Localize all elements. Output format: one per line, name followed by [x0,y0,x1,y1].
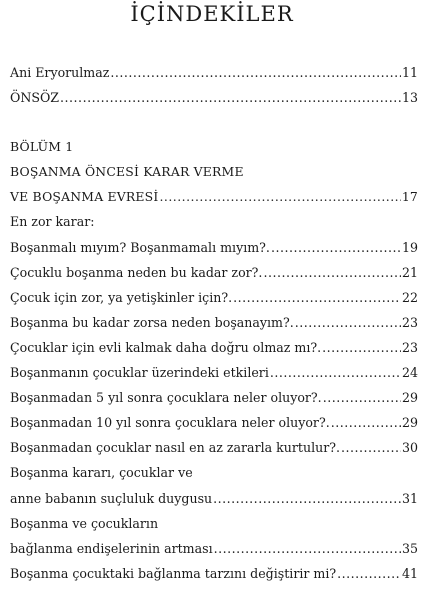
dot-leader [323,385,401,410]
page-title: İÇİNDEKİLER [130,2,294,26]
toc-entry-label: Boşanma çocuktaki bağlanma tarzını değiştirir mi? [10,565,337,581]
toc-entry-page: 30 [401,440,418,456]
toc-entry-page: 24 [401,365,418,381]
toc-entry [10,335,418,360]
toc-entry-label: anne babanın suçluluk duygusu [10,490,213,506]
toc-entry-label: Boşanmalı mıyım? Boşanmamalı mıyım?. [10,239,270,255]
toc-entry-label: Çocuklu boşanma neden bu kadar zor?. [10,264,263,280]
toc-entry-label: ÖNSÖZ [10,90,60,106]
dot-leader [271,235,401,260]
toc-entry-page: 17 [401,189,418,205]
toc-entry-label: Çocuklar için evli kalmak daha doğru olmaz mı?. [10,339,322,355]
toc-entry [10,486,418,511]
chapter-title-line: BOŞANMA ÖNCESİ KARAR VERME [10,164,244,180]
toc-entry-prefix: Boşanma ve çocukların [10,515,159,531]
dot-leader [110,60,401,85]
dot-leader [331,410,401,435]
dot-leader [214,536,401,561]
toc-entry [10,385,418,410]
toc-entry-label: Ani Eryorulmaz [10,65,110,80]
dot-leader [270,360,401,385]
toc-entry-page: 23 [401,314,418,330]
toc-entry-label: Boşanmadan 10 yıl sonra çocuklara neler oluyor?. [10,415,330,431]
toc-entry-prefix: En zor karar: [10,214,95,230]
toc-entry [10,235,418,260]
toc-entry-label: bağlanma endişelerinin artması [10,540,213,556]
toc-entry [10,536,418,561]
dot-leader [322,335,401,360]
toc-entry-page: 22 [401,289,418,305]
toc-entry [10,285,418,310]
chapter-entry [10,184,418,209]
toc-entry-label: Boşanmanın çocuklar üzerindeki etkileri [10,365,269,381]
toc-entry [10,360,418,385]
dot-leader [60,85,401,110]
toc-entry-prefix: Boşanma kararı, çocuklar ve [10,465,193,481]
dot-leader [213,486,401,511]
chapter-title-line: VE BOŞANMA EVRESİ [10,189,159,205]
spacer [10,110,418,134]
toc-entry-label: Boşanmadan 5 yıl sonra çocuklara neler oluyor?. [10,390,322,406]
chapter-heading: BÖLÜM 1 [10,139,74,155]
dot-leader [233,285,401,310]
toc-entry-page: 23 [401,339,418,355]
toc-entry-page: 19 [401,239,418,255]
toc-entry [10,60,418,85]
dot-leader [295,310,401,335]
toc-entry [10,410,418,435]
toc-entry-page: 41 [401,565,418,581]
toc-entry [10,310,418,335]
toc-entry-label: Boşanma bu kadar zorsa neden boşanayım?. [10,314,294,330]
dot-leader [341,435,401,460]
toc-entry-label: Çocuk için zor, ya yetişkinler için?. [10,289,233,305]
toc-entry-page: 11 [401,65,418,80]
toc-entry [10,85,418,110]
toc-entry-page: 13 [401,90,418,106]
toc-entry-page: 29 [401,390,418,406]
toc-entry-page: 21 [401,264,418,280]
dot-leader [337,561,401,586]
dot-leader [263,260,401,285]
toc-entry [10,561,418,586]
toc-entry-label: Boşanmadan çocuklar nasıl en az zararla kurtulur?. [10,440,340,456]
dot-leader [159,184,400,209]
toc-entry-page: 35 [401,540,418,556]
toc-entry-page: 29 [401,415,418,431]
toc-entry [10,260,418,285]
toc-entry [10,435,418,460]
toc-entry-page: 31 [401,490,418,506]
table-of-contents [10,60,418,586]
